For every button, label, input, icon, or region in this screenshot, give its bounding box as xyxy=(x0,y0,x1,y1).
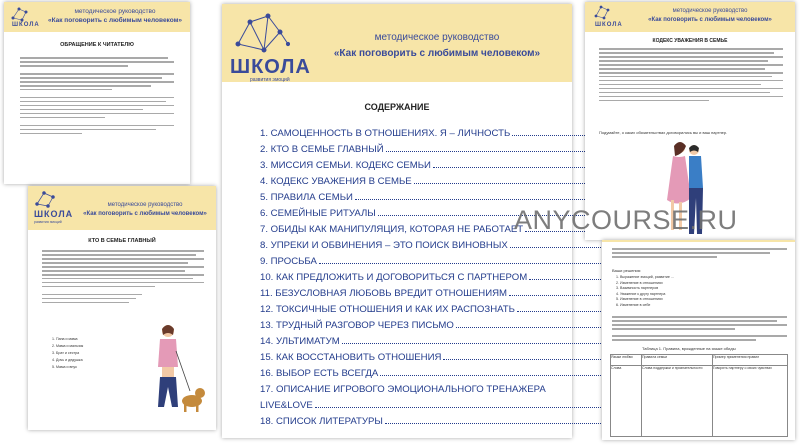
page-family-rules xyxy=(602,240,795,440)
page-header xyxy=(585,2,795,32)
list-item: 4. Уважение к другу партнера xyxy=(616,291,666,296)
toc-item-text: 10. КАК ПРЕДЛОЖИТЬ И ДОГОВОРИТЬСЯ С ПАРТНЕРОМ xyxy=(260,272,528,283)
header-title: «Как поговорить с любимым человеком» xyxy=(83,211,207,217)
toc-item-text: 13. ТРУДНЫЙ РАЗГОВОР ЧЕРЕЗ ПИСЬМО xyxy=(260,320,454,331)
toc-item-text: 18. СПИСОК ЛИТЕРАТУРЫ xyxy=(260,416,383,427)
logo-constellation-icon xyxy=(593,3,613,21)
list-title: Ваши решения: xyxy=(612,268,642,273)
list-item: 5. Изменение в отношениях xyxy=(616,297,663,301)
body-text xyxy=(612,316,787,343)
toc-item-text: 6. СЕМЕЙНЫЕ РИТУАЛЫ xyxy=(260,208,376,219)
page-header xyxy=(602,240,795,242)
toc-item-text: 7. ОБИДЫ КАК МАНИПУЛЯЦИЯ, КОТОРАЯ НЕ РАБОТАЕТ xyxy=(260,224,524,235)
logo-constellation-icon xyxy=(232,10,290,58)
list-item: 3. Взаимность партнеров xyxy=(616,286,659,290)
body-text xyxy=(20,57,174,137)
table-caption: Таблица 1. Правила, врожденные на языке обиды xyxy=(642,346,736,351)
body-text xyxy=(612,248,787,260)
list-item: 6. Изменение в себе xyxy=(616,302,651,307)
table-cell: Слова поддержки и признательности xyxy=(641,365,713,437)
toc-item-text: 3. МИССИЯ СЕМЬИ. КОДЕКС СЕМЬИ xyxy=(260,160,431,171)
table-header-cell: Правила семьи xyxy=(641,354,713,366)
list-item: 5. Мама и внук xyxy=(52,365,77,369)
page-title: КТО В СЕМЬЕ ГЛАВНЫЙ xyxy=(88,238,156,244)
page-header xyxy=(28,186,216,230)
logo-constellation-icon xyxy=(34,188,60,210)
table-header-cell: Языки любви xyxy=(610,354,642,366)
toc-item-text: 17. ОПИСАНИЕ ИГРОВОГО ЭМОЦИОНАЛЬНОГО ТРЕНАЖЕРА xyxy=(260,384,546,395)
header-subtitle: методическое руководство xyxy=(374,32,500,43)
page-who-is-main xyxy=(28,186,216,430)
family-list xyxy=(52,336,83,371)
logo-constellation-icon xyxy=(10,4,32,24)
illustration-woman-with-dog xyxy=(128,321,208,417)
list-item: 3. Брат и сестра xyxy=(52,351,80,355)
header-title: «Как поговорить с любимым человеком» xyxy=(648,17,772,23)
header-title: «Как поговорить с любимым человеком» xyxy=(47,17,183,24)
logo-subtitle: развития эмоций xyxy=(34,220,62,224)
logo-school-text: ШКОЛА xyxy=(12,22,40,28)
header-title: «Как поговорить с любимым человеком» xyxy=(333,48,541,59)
toc-item-text: 14. УЛЬТИМАТУМ xyxy=(260,336,340,347)
toc-item-text: 4. КОДЕКС УВАЖЕНИЯ В СЕМЬЕ xyxy=(260,176,412,187)
toc-item-text: 9. ПРОСЬБА xyxy=(260,256,317,267)
header-subtitle: методическое руководство xyxy=(672,8,748,14)
table-header-cell: Пример применения правил xyxy=(712,354,788,366)
logo-school-text: ШКОЛА xyxy=(595,22,623,28)
toc-item-text: 11. БЕЗУСЛОВНАЯ ЛЮБОВЬ ВРЕДИТ ОТНОШЕНИЯМ xyxy=(260,288,508,299)
body-text xyxy=(599,48,783,104)
toc-item-text: 15. КАК ВОССТАНОВИТЬ ОТНОШЕНИЯ xyxy=(260,352,442,363)
page-title: КОДЕКС УВАЖЕНИЯ В СЕМЬЕ xyxy=(652,38,728,44)
table-cell: Слова xyxy=(610,365,642,437)
header-subtitle: методическое руководство xyxy=(107,202,183,208)
logo-school-text: ШКОЛА xyxy=(230,56,311,78)
list-item: 2. Мама и мальчик xyxy=(52,344,84,348)
page-header xyxy=(4,2,190,32)
toc-item-text: 5. ПРАВИЛА СЕМЬИ xyxy=(260,192,353,203)
list-item: 4. Дочь и дедушка xyxy=(52,358,83,362)
toc-item-text: 2. КТО В СЕМЬЕ ГЛАВНЫЙ xyxy=(260,144,384,155)
page-caption: Подумайте, о каких обязательствах договорились вы и ваш партнер. xyxy=(599,130,728,135)
list-item: 1. Папа и мама xyxy=(52,337,78,341)
body-text xyxy=(42,250,204,306)
logo-subtitle: развития эмоций xyxy=(250,77,290,83)
decisions-list xyxy=(616,275,674,308)
page-header xyxy=(222,4,572,82)
logo-school-text: ШКОЛА xyxy=(34,209,74,219)
page-title: ОБРАЩЕНИЕ К ЧИТАТЕЛЮ xyxy=(60,42,134,48)
list-item: 2. Изменение в отношениях xyxy=(616,280,663,285)
toc-item-text: 12. ТОКСИЧНЫЕ ОТНОШЕНИЯ И КАК ИХ РАСПОЗНАТЬ xyxy=(260,304,515,315)
toc-item-text: 16. ВЫБОР ЕСТЬ ВСЕГДА xyxy=(260,368,379,379)
toc-item-text: LIVE&LOVE xyxy=(260,400,313,411)
toc-item-text: 1. САМОЦЕННОСТЬ В ОТНОШЕНИЯХ. Я – ЛИЧНОСТЬ xyxy=(260,128,511,139)
header-subtitle: методическое руководство xyxy=(74,8,156,15)
list-item: 1. Выражение эмоций, развитие ... xyxy=(616,275,674,279)
contents-heading: СОДЕРЖАНИЕ xyxy=(364,102,430,112)
watermark: ANYCOURSE.RU xyxy=(514,205,738,235)
page-appeal xyxy=(4,2,190,184)
table-cell: Говорить партнеру о своих чувствах xyxy=(712,365,788,437)
toc-item-text: 8. УПРЕКИ И ОБВИНЕНИЯ – ЭТО ПОИСК ВИНОВНЫХ xyxy=(260,240,508,251)
